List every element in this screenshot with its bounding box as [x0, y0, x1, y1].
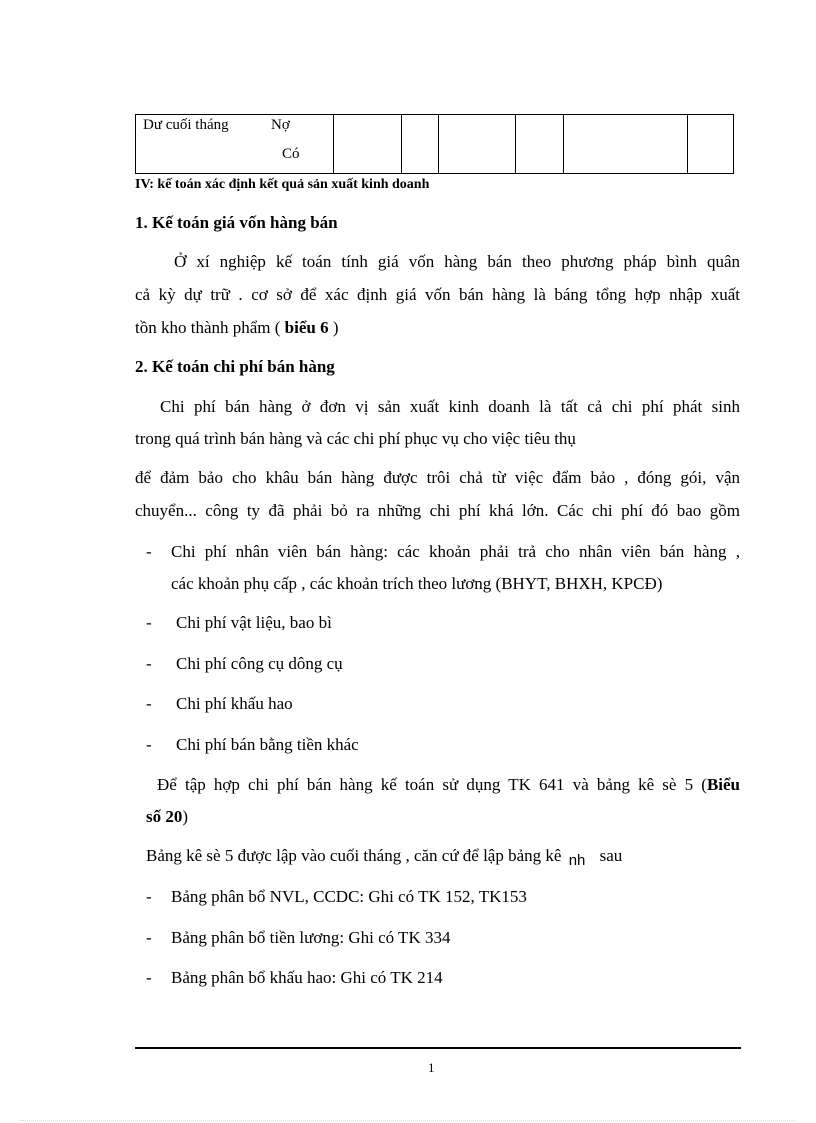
table-divider: [687, 115, 688, 173]
table-divider: [515, 115, 516, 173]
reference-bold: biểu 6: [284, 318, 329, 337]
paragraph-text: ): [332, 318, 339, 337]
list-item: Bảng phân bổ NVL, CCDC: Ghi có TK 152, TK153: [171, 887, 527, 906]
table-divider: [563, 115, 564, 173]
paragraph-line: cả kỳ dự trữ . cơ sở để xác định giá vốn bán hàng là báng tổng hợp nhập xuất: [135, 285, 740, 304]
paragraph-line: [135, 318, 339, 338]
list-item: Chi phí khấu hao: [176, 694, 293, 713]
list-bullet: -: [146, 654, 152, 673]
page-edge-dotted-line: [20, 1120, 796, 1121]
list-bullet: -: [146, 542, 152, 561]
balance-table: [135, 114, 734, 174]
list-item-continued: các khoản phụ cấp , các khoản trích theo lương (BHYT, BHXH, KPCĐ): [171, 574, 663, 593]
list-bullet: -: [146, 613, 152, 632]
footer-rule: [135, 1047, 741, 1049]
subsection-heading-selling-costs: 2. Kế toán chi phí bán hàng: [135, 357, 335, 376]
reference-bold: số 20: [146, 807, 183, 826]
paragraph-line: trong quá trình bán hàng và các chi phí phục vụ cho việc tiêu thụ: [135, 429, 576, 448]
list-item: Chi phí nhân viên bán hàng: các khoản phải trả cho nhân viên bán hàng ,: [171, 542, 740, 561]
paragraph-line: [157, 775, 740, 795]
list-item: Chi phí bán bằng tiền khác: [176, 735, 359, 754]
table-divider: [401, 115, 402, 173]
paragraph-line: Chi phí bán hàng ở đơn vị sản xuất kinh doanh là tất cả chi phí phát sinh: [160, 397, 740, 416]
paragraph-text: ): [182, 807, 189, 826]
paragraph-line: [146, 807, 188, 827]
list-bullet: -: [146, 928, 152, 947]
reference-bold: Biểu: [706, 775, 740, 794]
paragraph-text: tồn kho thành phẩm (: [135, 318, 281, 337]
paragraph-line: [146, 846, 623, 869]
paragraph-line: để đảm bảo cho khâu bán hàng được trôi chả từ việc đẩm bảo , đóng gói, vận: [135, 468, 740, 487]
list-item: Bảng phân bổ khấu hao: Ghi có TK 214: [171, 968, 443, 987]
table-credit-label: Có: [282, 146, 300, 162]
paragraph-text: Bảng kê sè 5 được lập vào cuối tháng , căn cứ để lập bảng kê: [146, 846, 562, 865]
list-bullet: -: [146, 694, 152, 713]
table-debit-label: Nợ: [271, 117, 290, 133]
list-item: Bảng phân bổ tiền lương: Ghi có TK 334: [171, 928, 451, 947]
list-bullet: -: [146, 735, 152, 754]
list-bullet: -: [146, 887, 152, 906]
paragraph-text: Để tập hợp chi phí bán hàng kế toán sử dụng TK 641 và bảng kê sè 5 (: [157, 775, 707, 794]
table-divider: [333, 115, 334, 173]
table-divider: [438, 115, 439, 173]
paragraph-line: Ở xí nghiệp kế toán tính giá vốn hàng bán theo phương pháp bình quân: [174, 252, 740, 271]
subsection-heading-cogs: 1. Kế toán giá vốn hàng bán: [135, 213, 338, 232]
list-bullet: -: [146, 968, 152, 987]
section-heading: IV: kế toán xác định kết quả sản xuất kinh doanh: [135, 177, 430, 192]
table-row-label: Dư cuối tháng: [143, 117, 229, 133]
page-number: 1: [428, 1060, 435, 1075]
list-item: Chi phí vật liệu, bao bì: [176, 613, 332, 632]
inline-small-text: nh: [568, 852, 586, 869]
list-item: Chi phí công cụ dông cụ: [176, 654, 343, 673]
paragraph-line: chuyển... công ty đã phải bỏ ra những chi phí khá lớn. Các chi phí đó bao gồm: [135, 501, 740, 520]
paragraph-text: sau: [599, 846, 623, 865]
